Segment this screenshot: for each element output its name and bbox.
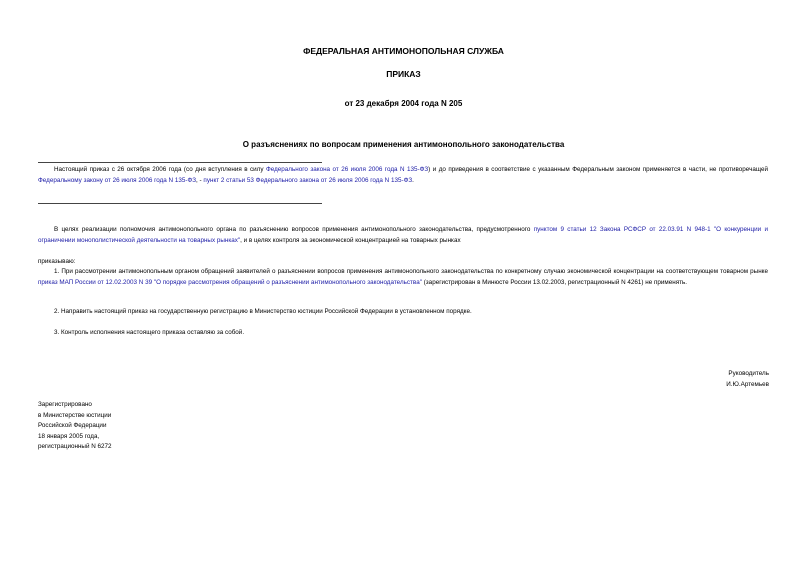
registration-block (38, 400, 112, 453)
item1-text-2: (зарегистрирован в Минюсте России 13.02.2003, регистрационный N 4261) не применять. (421, 278, 688, 286)
agency-heading: ФЕДЕРАЛЬНАЯ АНТИМОНОПОЛЬНАЯ СЛУЖБА (303, 46, 504, 56)
note-text-4: . (412, 176, 414, 184)
note-bottom-divider (38, 203, 322, 204)
document-title: О разъяснениях по вопросам применения антимонопольного законодательства (242, 140, 565, 149)
note-link-federal-law[interactable]: Федерального закона от 26 июля 2006 года N 135-ФЗ (265, 166, 429, 173)
signature-position: Руководитель (728, 370, 769, 377)
registration-line-4: 18 января 2005 года, (38, 432, 100, 440)
note-text-3: , - (196, 176, 204, 184)
signature-block (726, 369, 769, 390)
registration-line-2: в Министерстве юстиции (38, 411, 112, 419)
preamble-paragraph (38, 225, 768, 246)
note-link-federal-law-2[interactable]: Федеральному закону от 26 июля 2006 года N 135-ФЗ (38, 176, 197, 184)
registration-line-1: Зарегистрировано (38, 401, 92, 408)
item-2-paragraph: 2. Направить настоящий приказ на государственную регистрацию в Министерство юстиции Российской Федерации в установленном порядке. (54, 308, 472, 315)
note-text-2: ) и до приведения в соответствие с указанным Федеральным законом применяется в части, не противоречащей (428, 166, 768, 173)
doc-type-heading: ПРИКАЗ (386, 69, 421, 79)
note-link-article-53[interactable]: пункт 2 статьи 53 Федерального закона от 26 июля 2006 года N 135-ФЗ (203, 176, 413, 184)
date-number-heading: от 23 декабря 2004 года N 205 (344, 99, 463, 108)
signature-name: И.Ю.Артемьев (726, 380, 769, 388)
item1-text-1: 1. При рассмотрении антимонопольным органом обращений заявителей о разъяснении вопросов применения антимонопольного законодательства по конкретному случаю экономической концентрации на соответствующем товарном рынке (54, 268, 768, 275)
item-1-paragraph (38, 267, 768, 288)
preamble-text-2: , и в целях контроля за экономической концентрацией на товарных рынках (240, 236, 461, 244)
order-word: приказываю: (38, 258, 76, 265)
registration-line-3: Российской Федерации (38, 422, 107, 429)
item-3-paragraph: 3. Контроль исполнения настоящего приказа оставляю за собой. (54, 329, 245, 336)
note-text-1: Настоящий приказ с 26 октября 2006 года (со дня вступления в силу (54, 166, 266, 173)
item1-link-map-order[interactable]: приказ МАП России от 12.02.2003 N 39 "О порядке рассмотрения обращений о разъяснении антимонопольного законодательства" (38, 278, 422, 286)
registration-line-5: регистрационный N 6272 (38, 443, 112, 450)
preamble-link-rsfsr-law[interactable]: пунктом 9 статьи 12 Закона РСФСР от 22.03.91 N 948-1 "О конкуренции и ограничении монополистической деятельности на товарных рынках" (38, 226, 768, 244)
note-top-divider (38, 162, 322, 163)
preamble-text-1: В целях реализации полномочия антимонопольного органа по разъяснению вопросов применения антимонопольного законодательства, предусмотренного (54, 226, 534, 233)
editorial-note (38, 165, 768, 186)
